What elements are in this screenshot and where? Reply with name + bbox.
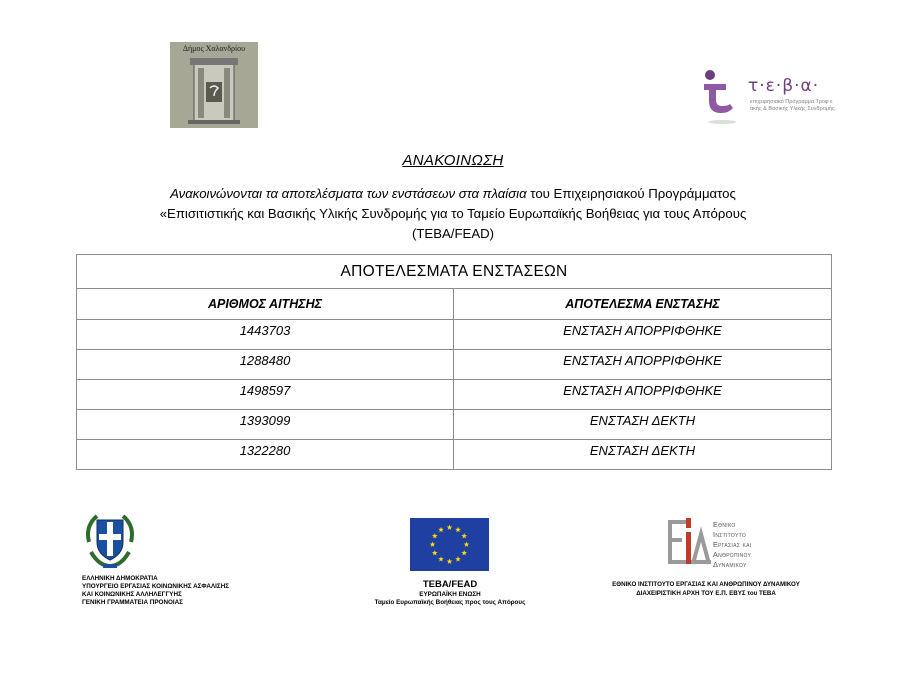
ministry-line: ΚΑΙ ΚΟΙΝΩΝΙΚΗΣ ΑΛΛΗΛΕΓΓΥΗΣ xyxy=(82,591,182,598)
table-row xyxy=(77,320,832,350)
fead-subtitle-eu: ΕΥΡΩΠΑΪΚΗ ΕΝΩΣΗ xyxy=(419,591,481,598)
ministry-line: ΓΕΝΙΚΗ ΓΡΑΜΜΑΤΕΙΑ ΠΡΟΝΟΙΑΣ xyxy=(82,599,183,606)
intro-italic: Ανακοινώνονται τα αποτελέσματα των ενστάσεων στα πλαίσια xyxy=(170,186,527,201)
greek-coat-of-arms-icon xyxy=(83,512,137,570)
application-number: 1322280 xyxy=(77,440,454,470)
table-caption: ΑΠΟΤΕΛΕΣΜΑΤΑ ΕΝΣΤΑΣΕΩΝ xyxy=(77,255,832,289)
application-number: 1393099 xyxy=(77,410,454,440)
eiead-logo-line: Εργασιας και xyxy=(713,540,752,549)
objection-result: ΕΝΣΤΑΣΗ ΑΠΟΡΡΙΦΘΗΚΕ xyxy=(454,320,832,350)
eiead-logo-line: Ανθρωπινου xyxy=(713,550,752,559)
eu-star-icon xyxy=(432,550,438,555)
column-header-application: ΑΡΙΘΜΟΣ ΑΙΤΗΣΗΣ xyxy=(77,289,454,320)
eu-star-icon xyxy=(432,533,438,538)
intro-line-1-rest: του Επιχειρησιακού Προγράμματος xyxy=(526,186,736,201)
application-number: 1443703 xyxy=(77,320,454,350)
eiead-title: ΕΘΝΙΚΟ ΙΝΣΤΙΤΟΥΤΟ ΕΡΓΑΣΙΑΣ ΚΑΙ ΑΝΘΡΩΠΙΝΟΥ ΔΥΝΑΜΙΚΟΥ xyxy=(612,581,800,588)
municipality-building-icon xyxy=(170,42,258,128)
objection-result: ΕΝΣΤΑΣΗ ΑΠΟΡΡΙΦΘΗΚΕ xyxy=(454,380,832,410)
announcement-title: ΑΝΑΚΟΙΝΩΣΗ xyxy=(402,152,504,169)
teba-symbol-icon xyxy=(700,68,746,128)
eu-stars-icon xyxy=(410,518,489,571)
eu-star-icon xyxy=(461,550,467,555)
teba-wordmark: τ·ε·β·α· xyxy=(748,76,820,96)
eu-star-icon xyxy=(430,542,436,547)
application-number: 1288480 xyxy=(77,350,454,380)
table-caption-row xyxy=(77,255,832,289)
eu-star-icon xyxy=(447,525,453,530)
table-row xyxy=(77,440,832,470)
table-row xyxy=(77,350,832,380)
objection-result: ΕΝΣΤΑΣΗ ΔΕΚΤΗ xyxy=(454,410,832,440)
fead-subtitle-fund: Ταμείο Ευρωπαϊκής Βοήθειας προς τους Απόρους xyxy=(374,599,526,606)
intro-line-3: (ΤΕΒΑ/FEAD) xyxy=(411,226,495,241)
column-header-result: ΑΠΟΤΕΛΕΣΜΑ ΕΝΣΤΑΣΗΣ xyxy=(454,289,832,320)
eu-star-icon xyxy=(438,556,444,561)
municipality-logo xyxy=(170,42,258,128)
municipality-name: Δήμος Χαλανδρίου xyxy=(182,44,246,53)
eu-star-icon xyxy=(461,533,467,538)
eiead-subtitle: ΔΙΑΧΕΙΡΙΣΤΙΚΗ ΑΡΧΗ ΤΟΥ Ε.Π. ΕΒΥΣ του ΤΕΒΑ xyxy=(636,590,776,597)
objection-result: ΕΝΣΤΑΣΗ ΑΠΟΡΡΙΦΘΗΚΕ xyxy=(454,350,832,380)
intro-line-2: «Επισιτιστικής και Βασικής Υλικής Συνδρομής για το Ταμείο Ευρωπαϊκής Βοήθειας για τους Απόρους xyxy=(159,206,747,221)
table-header-row xyxy=(77,289,832,320)
eu-star-icon xyxy=(438,527,444,532)
ministry-line: ΕΛΛΗΝΙΚΗ ΔΗΜΟΚΡΑΤΙΑ xyxy=(82,575,158,582)
eu-star-icon xyxy=(455,556,461,561)
table-row xyxy=(77,380,832,410)
eu-flag-icon xyxy=(410,518,489,571)
teba-logo xyxy=(700,68,840,128)
teba-subtitle: επιχειρησιακό Πρόγραμμα Τροφ ε ακής & Βασικής Υλικής Συνδρομής xyxy=(750,99,835,112)
eiead-logo-line: Εθνικο xyxy=(713,520,736,529)
results-table xyxy=(76,254,832,470)
eiead-symbol-icon xyxy=(664,516,712,568)
eiead-logo-line: Δυναμικου xyxy=(713,560,747,569)
table-row xyxy=(77,410,832,440)
eiead-logo-name xyxy=(713,520,751,570)
eu-star-icon xyxy=(447,559,453,564)
ministry-line: ΥΠΟΥΡΓΕΙΟ ΕΡΓΑΣΙΑΣ ΚΟΙΝΩΝΙΚΗΣ ΑΣΦΑΛΙΣΗΣ xyxy=(82,583,230,590)
eiead-logo-line: Ινστιτουτο xyxy=(713,530,747,539)
intro-line-1 xyxy=(90,184,816,204)
objection-result: ΕΝΣΤΑΣΗ ΔΕΚΤΗ xyxy=(454,440,832,470)
greek-ministry-text xyxy=(82,575,229,607)
eu-star-icon xyxy=(455,527,461,532)
eiead-logo xyxy=(664,516,774,568)
fead-title: ΤΕΒΑ/FEAD xyxy=(422,579,478,590)
announcement-intro xyxy=(90,184,816,244)
application-number: 1498597 xyxy=(77,380,454,410)
eu-star-icon xyxy=(464,542,470,547)
